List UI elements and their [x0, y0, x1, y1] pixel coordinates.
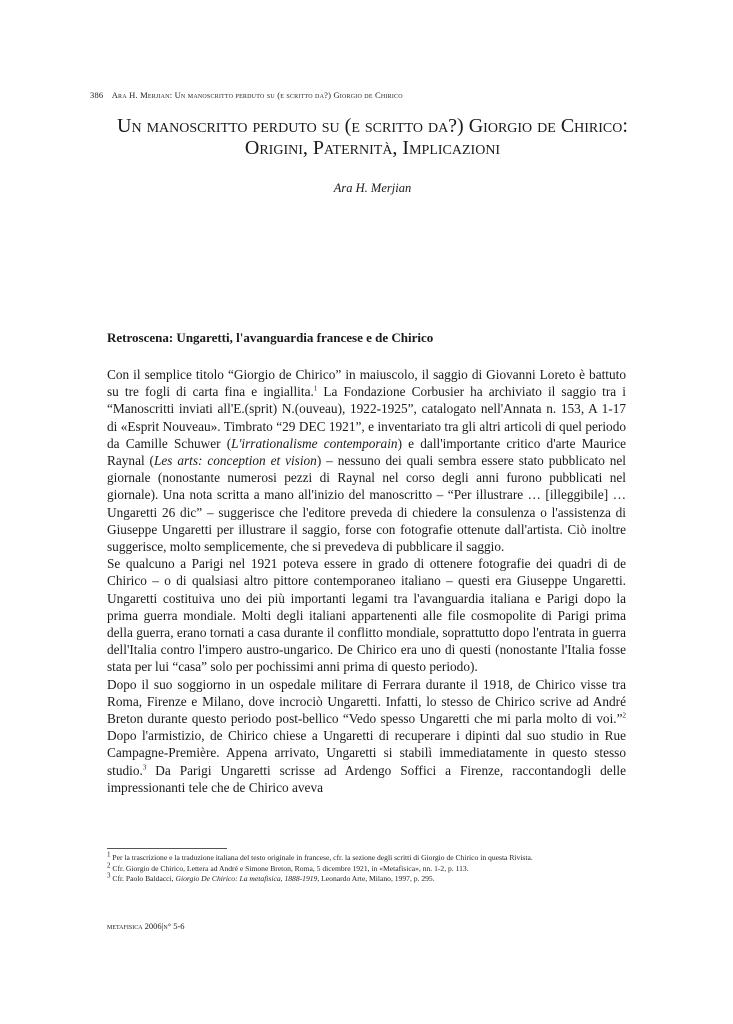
footnote-number: 3: [107, 871, 111, 880]
text-run: Dopo il suo soggiorno in un ospedale militare di Ferrara durante il 1918, de Chirico visse tra Roma, Firenze e Milano, dove incrociò Ungaretti. Infatti, lo stesso de Chirico scrive ad André Breton durante questo periodo post-bellico “Vedo spesso Ungaretti che mi parla molto di voi.”: [107, 676, 626, 727]
journal-name: metafisica: [107, 921, 143, 931]
footnote-2: [107, 861, 667, 875]
journal-year: 2006: [144, 921, 162, 931]
text-run: ) – nessuno dei quali sembra essere stato pubblicato nel giornale (nonostante numerosi pezzi di Raynal nel corso degli anni furono pubblicati nel giornale). Una nota scritta a mano all'inizio del manoscritto – “Per illustrare … [illeggibile] … Ungaretti 26 dic” – suggerisce che l'editore preveda di chiedere la consulenza o l'assistenza di Giuseppe Ungaretti per illustrare il saggio, forse con fotografie ottenute dall'artista. Ciò inoltre suggerisce, molto semplicemente, che si prevedeva di pubblicare il saggio.: [107, 453, 626, 555]
text-run: Dopo l'armistizio, de Chirico chiese a Ungaretti di recuperare i dipinti dal suo studio in Rue Campagne-Première. Appena arrivato, Ungaretti si stabilì immediatamente in questo stesso studio.: [107, 728, 626, 778]
running-title: Ara H. Merjian: Un manoscritto perduto su (e scritto da?) Giorgio de Chirico: [111, 90, 403, 100]
footnote-text: Cfr. Giorgio de Chirico, Lettera ad André e Simone Breton, Roma, 5 dicembre 1921, in «Metafisica», nn. 1-2, p. 113.: [112, 863, 469, 873]
footnote-text: Cfr. Paolo Baldacci,: [112, 874, 176, 884]
paragraph-2: Se qualcuno a Parigi nel 1921 poteva essere in grado di ottenere fotografie dei quadri di de Chirico – o di qualsiasi altro pittore contemporaneo italiano – questi era Giuseppe Ungaretti. Ungaretti costituiva uno dei più importanti legami tra l'avanguardia italiana e Parigi dopo la prima guerra mondiale. Molti degli italiani appartenenti alle file cosmopolite di Parigi prima della guerra, erano tornati a casa durante il conflitto mondiale, soprattutto dopo l'entrata in guerra dell'Italia contro l'impero austro-ungarico. De Chirico era uno di questi (nonostante l'Italia fosse stata per lui “casa” solo per pochissimi anni prima di questo periodo).: [107, 556, 626, 675]
section-heading: Retroscena: Ungaretti, l'avanguardia francese e de Chirico: [107, 330, 434, 345]
footnote-1: [107, 850, 667, 864]
paragraph-3: [107, 676, 626, 796]
page-footer: metafisica 2006|n° 5-6: [107, 921, 185, 931]
footnote-3: [107, 871, 667, 885]
page-number: 386: [90, 90, 104, 100]
footnote-italic-title: Giorgio De Chirico: La metafisica, 1888-1919: [175, 874, 318, 884]
author: Ara H. Merjian: [333, 181, 412, 195]
footnote-text: Per la trascrizione e la traduzione italiana del testo originale in francese, cfr. la sezione degli scritti di Giorgio de Chirico in questa Rivista.: [112, 853, 533, 862]
article-body: [107, 366, 626, 796]
footnote-text: , Leonardo Arte, Milano, 1997, p. 295.: [317, 874, 435, 884]
text-run: ) e dall'importante critico d'arte Maurice Raynal (: [107, 435, 626, 469]
paragraph-1: [107, 366, 626, 555]
footnote-ref-2: 2: [622, 711, 626, 720]
text-run: Da Parigi Ungaretti scrisse ad Ardengo Soffici a Firenze, raccontandogli delle impressionanti tele che de Chirico aveva: [107, 762, 626, 795]
text-run: La Fondazione Corbusier ha archiviato il saggio tra i “Manoscritti inviati all'E.(sprit) N.(ouveau), 1922-1925”, catalogato nell'Annata n. 153, A 1-17 di «Esprit Nouveau». Timbrato “29 DEC 1921”, e inventariato tra gli altri articoli di quel periodo da Camille Schuwer (: [107, 384, 626, 451]
footnote-number: 1: [107, 850, 111, 859]
article-title: [100, 115, 645, 159]
footnote-ref-3: 3: [142, 763, 147, 772]
italic-title: Les arts: conception et vision: [153, 453, 317, 469]
footnote-number: 2: [107, 861, 111, 870]
journal-issue: n° 5-6: [163, 921, 185, 931]
italic-title: L'irrationalisme contemporain: [231, 435, 398, 451]
footnote-ref-1: 1: [313, 384, 318, 393]
title-line-2: Origini, Paternità, Implicazioni: [244, 137, 501, 159]
title-line-1: Un manoscritto perduto su (e scritto da?) Giorgio de Chirico:: [117, 115, 628, 137]
text-run: Con il semplice titolo “Giorgio de Chirico” in maiuscolo, il saggio di Giovanni Loreto è battuto su tre fogli di carta fina e ingiallita.: [107, 367, 626, 400]
running-head: [90, 90, 403, 100]
footnote-divider: [107, 848, 227, 849]
footnotes: [107, 850, 667, 885]
